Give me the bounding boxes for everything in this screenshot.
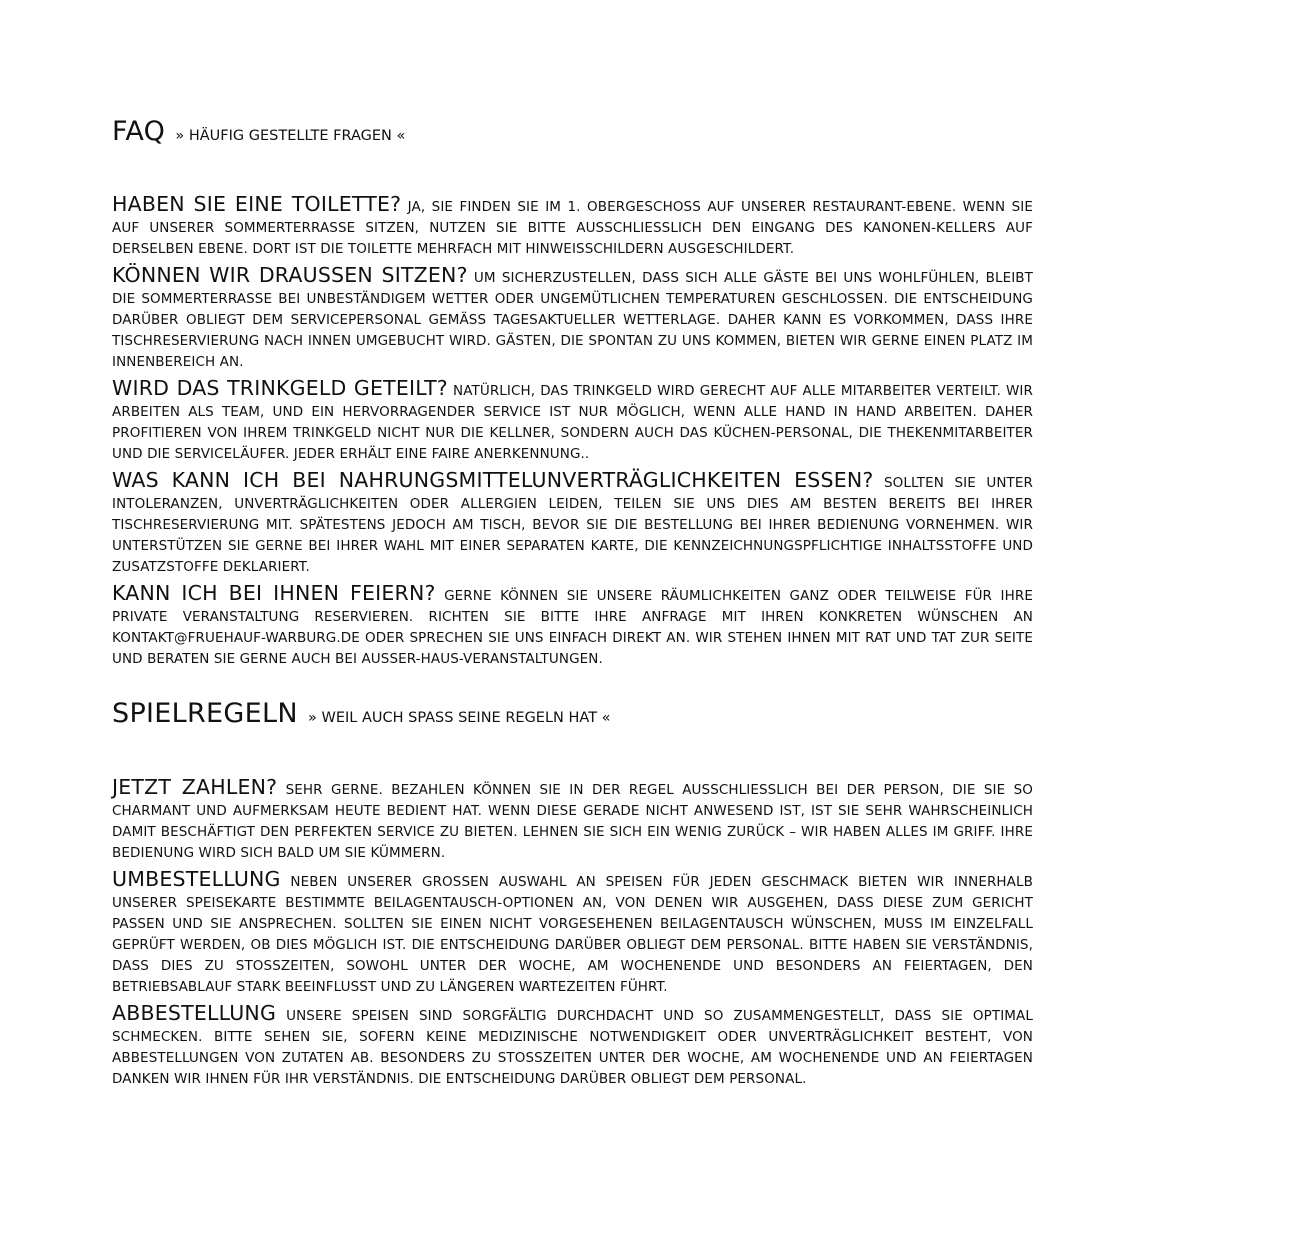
rules-answer: SEHR GERNE. BEZAHLEN KÖNNEN SIE IN DER REGEL AUSSCHLIESSLICH BEI DER PERSON, DIE SIE SO CHARMANT UND AUFMERKSAM HEUTE BEDIENT HAT. WENN DIESE GERADE NICHT ANWESEND IST, IST SIE SEHR WAHRSCHEINLICH DAMIT BESCHÄFTIGT DEN PERFEKTEN SERVICE ZU BIETEN. LEHNEN SIE SICH EIN WENIG ZURÜCK – WIR HABEN ALLES IM GRIFF. IHRE BEDIENUNG WIRD SICH BALD UM SIE KÜMMERN.: [112, 781, 1033, 861]
rules-answer: UNSERE SPEISEN SIND SORGFÄLTIG DURCHDACHT UND SO ZUSAMMENGESTELLT, DASS SIE OPTIMAL SCHMECKEN. BITTE SEHEN SIE, SOFERN KEINE MEDIZINISCHE NOTWENDIGKEIT ODER UNVERTRÄGLICHKEIT BESTEHT, VON ABBESTELLUNGEN VON ZUTATEN AB. BESONDERS ZU STOSSZEITEN UNTER DER WOCHE, AM WOCHENENDE UND AN FEIERTAGEN DANKEN WIR IHNEN FÜR IHR VERSTÄNDNIS. DIE ENTSCHEIDUNG DARÜBER OBLIEGT DEM PERSONAL.: [112, 1007, 1033, 1087]
faq-title: FAQ: [112, 116, 166, 147]
content: [112, 110, 1033, 1095]
rules-question: UMBESTELLUNG: [112, 866, 281, 891]
faq-answer: SOLLTEN SIE UNTER INTOLERANZEN, UNVERTRÄGLICHKEITEN ODER ALLERGIEN LEIDEN, TEILEN SIE UNS DIES AM BESTEN BEREITS BEI IHRER TISCHRESERVIERUNG MIT. SPÄTESTENS JEDOCH AM TISCH, BEVOR SIE DIE BESTELLUNG BEI IHRER BEDIENUNG VORNEHMEN. WIR UNTERSTÜTZEN SIE GERNE BEI IHRER WAHL MIT EINER SEPARATEN KARTE, DIE KENNZEICHNUNGSPFLICHTIGE INHALTSSTOFFE UND ZUSATZSTOFFE DEKLARIERT.: [112, 475, 1033, 576]
rules-item-zahlen: [112, 774, 1033, 864]
faq-question: WAS KANN ICH BEI NAHRUNGSMITTELUNVERTRÄGLICHKEITEN ESSEN?: [112, 468, 874, 493]
faq-question: KÖNNEN WIR DRAUSSEN SITZEN?: [112, 263, 468, 288]
faq-heading: [112, 110, 1033, 148]
faq-question: KANN ICH BEI IHNEN FEIERN?: [112, 581, 436, 606]
faq-answer: NATÜRLICH, DAS TRINKGELD WIRD GERECHT AUF ALLE MITARBEITER VERTEILT. WIR ARBEITEN ALS TEAM, UND EIN HERVORRAGENDER SERVICE IST NUR MÖGLICH, WENN ALLE HAND IN HAND ARBEITEN. DAHER PROFITIEREN VON IHREM TRINKGELD NICHT NUR DIE KELLNER, SONDERN AUCH DAS KÜCHEN-PERSONAL, DIE THEKENMITARBEITER UND DIE SERVICELÄUFER. JEDER ERHÄLT EINE FAIRE ANERKENNUNG..: [112, 383, 1033, 463]
rules-answer: NEBEN UNSERER GROSSEN AUSWAHL AN SPEISEN FÜR JEDEN GESCHMACK BIETEN WIR INNERHALB UNSERER SPEISEKARTE BESTIMMTE BEILAGENTAUSCH-OPTIONEN AN, VON DENEN WIR AUSGEHEN, DASS DIESE ZUM GERICHT PASSEN UND SIE ANSPRECHEN. SOLLTEN SIE EINEN NICHT VORGESEHENEN BEILAGENTAUSCH WÜNSCHEN, MUSS IM EINZELFALL GEPRÜFT WERDEN, OB DIES MÖGLICH IST. DIE ENTSCHEIDUNG DARÜBER OBLIEGT DEM PERSONAL. BITTE HABEN SIE VERSTÄNDNIS, DASS DIES ZU STOSSZEITEN, SOWOHL UNTER DER WOCHE, AM WOCHENENDE UND BESONDERS AN FEIERTAGEN, DEN BETRIEBSABLAUF STARK BEEINFLUSST UND ZU LÄNGEREN WARTEZEITEN FÜHRT.: [112, 873, 1033, 995]
faq-item-trinkgeld: [112, 378, 1033, 465]
faq-item-draussen: [112, 265, 1033, 373]
rules-question: JETZT ZAHLEN?: [112, 774, 278, 799]
rules-heading: [112, 692, 1033, 730]
rules-title: SPIELREGELN: [112, 698, 298, 730]
rules-question: ABBESTELLUNG: [112, 1000, 277, 1025]
faq-subtitle: » HÄUFIG GESTELLTE FRAGEN «: [175, 128, 406, 144]
faq-answer: UM SICHERZUSTELLEN, DASS SICH ALLE GÄSTE BEI UNS WOHLFÜHLEN, BLEIBT DIE SOMMERTERRASSE BEI UNBESTÄNDIGEM WETTER ODER UNGEMÜTLICHEN TEMPERATUREN GESCHLOSSEN. DIE ENTSCHEIDUNG DARÜBER OBLIEGT DEM SERVICEPERSONAL GEMÄSS TAGESAKTUELLER WETTERLAGE. DAHER KANN ES VORKOMMEN, DASS IHRE TISCHRESERVIERUNG NACH INNEN UMGEBUCHT WIRD. GÄSTEN, DIE SPONTAN ZU UNS KOMMEN, BIETEN WIR GERNE EINEN PLATZ IM INNENBEREICH AN.: [112, 270, 1033, 371]
faq-list: [112, 194, 1033, 670]
rules-item-abbestellung: [112, 1000, 1033, 1090]
faq-question: WIRD DAS TRINKGELD GETEILT?: [112, 376, 448, 401]
faq-question: HABEN SIE EINE TOILETTE?: [112, 192, 402, 217]
faq-answer: GERNE KÖNNEN SIE UNSERE RÄUMLICHKEITEN GANZ ODER TEILWEISE FÜR IHRE PRIVATE VERANSTALTUNG RESERVIEREN. RICHTEN SIE BITTE IHRE ANFRAGE MIT IHREN KONKRETEN WÜNSCHEN AN KONTAKT@FRUEHAUF-WARBURG.DE ODER SPRECHEN SIE UNS EINFACH DIREKT AN. WIR STEHEN IHNEN MIT RAT UND TAT ZUR SEITE UND BERATEN SIE GERNE AUCH BEI AUSSER-HAUS-VERANSTALTUNGEN.: [112, 588, 1033, 668]
faq-item-unvertraeglichkeiten: [112, 470, 1033, 578]
faq-answer: JA, SIE FINDEN SIE IM 1. OBERGESCHOSS AUF UNSERER RESTAURANT-EBENE. WENN SIE AUF UNSERER SOMMERTERRASSE SITZEN, NUTZEN SIE BITTE AUSSCHLIESSLICH DEN EINGANG DES KANONEN-KELLERS AUF DERSELBEN EBENE. DORT IST DIE TOILETTE MEHRFACH MIT HINWEISSCHILDERN AUSGESCHILDERT.: [112, 199, 1033, 258]
rules-subtitle: » WEIL AUCH SPASS SEINE REGELN HAT «: [308, 710, 611, 727]
rules-item-umbestellung: [112, 866, 1033, 998]
rules-list: [112, 774, 1033, 1090]
faq-item-feiern: [112, 583, 1033, 670]
faq-item-toilette: [112, 194, 1033, 260]
